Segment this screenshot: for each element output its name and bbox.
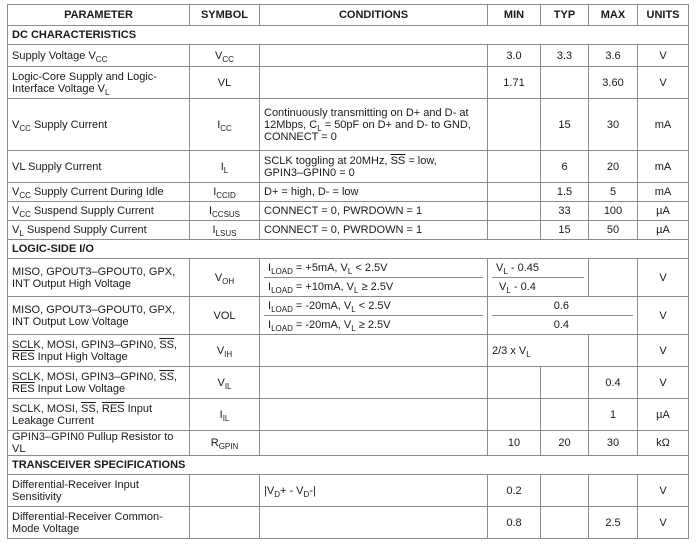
symbol-cell: VL xyxy=(190,67,260,99)
table-row xyxy=(8,202,689,221)
max-cell xyxy=(589,259,638,297)
min-cell xyxy=(488,183,541,202)
typ-cell: 20 xyxy=(541,431,589,456)
symbol-cell xyxy=(190,475,260,507)
min-cell xyxy=(488,399,541,431)
table-row xyxy=(8,99,689,151)
min-cell: 1.71 xyxy=(488,67,541,99)
max-cell: 0.4 xyxy=(589,367,638,399)
symbol-cell xyxy=(190,507,260,539)
condition-line: $I_{LOAD} = -20mA$, $V_L \ge 2.5V$ xyxy=(264,315,483,334)
symbol-cell: VOL xyxy=(190,297,260,335)
header-row xyxy=(8,5,689,26)
max-value: 0.4 xyxy=(492,315,633,334)
typ-cell: 1.5 xyxy=(541,183,589,202)
table-row xyxy=(8,45,689,67)
conditions-cell xyxy=(260,507,488,539)
spec-table-container xyxy=(7,4,689,539)
conditions-cell xyxy=(260,259,488,297)
min-value: $V_L - 0.4$ xyxy=(492,277,584,296)
units-cell: µA xyxy=(638,399,689,431)
conditions-cell xyxy=(260,335,488,367)
max-value: 0.6 xyxy=(553,300,569,312)
param-cell: Logic-Core Supply and Logic-Interface Voltage $V_L$ xyxy=(8,67,190,99)
symbol-cell: $V_{IH}$ xyxy=(190,335,260,367)
conditions-cell xyxy=(260,67,488,99)
units-cell: kΩ xyxy=(638,431,689,456)
conditions-cell: Continuously transmitting on D+ and D- at 12Mbps, $C_L = 50pF$ on D+ and D- to GND, CONNECT = 0 xyxy=(260,99,488,151)
max-cell: 20 xyxy=(589,151,638,183)
max-cell: 3.60 xyxy=(589,67,638,99)
symbol-cell: $I_{CC}$ xyxy=(190,99,260,151)
typ-cell: 33 xyxy=(541,202,589,221)
table-row xyxy=(8,507,689,539)
param-cell: VL Supply Current xyxy=(8,151,190,183)
section-row xyxy=(8,26,689,45)
param-cell: Differential-Receiver Input Sensitivity xyxy=(8,475,190,507)
header-min: MIN xyxy=(488,5,541,26)
condition-line: $I_{LOAD} = +5mA$, $V_L < 2.5V$ xyxy=(268,262,388,277)
section-row xyxy=(8,240,689,259)
param-cell: $V_{CC}$ Supply Current xyxy=(8,99,190,151)
section-row xyxy=(8,456,689,475)
conditions-cell: SCLK toggling at 20MHz, $\overline{SS}$ = low, GPIN3–GPIN0 = 0 xyxy=(260,151,488,183)
symbol-cell: $V_{IL}$ xyxy=(190,367,260,399)
units-cell: mA xyxy=(638,99,689,151)
symbol-cell: $I_{LSUS}$ xyxy=(190,221,260,240)
units-cell: V xyxy=(638,297,689,335)
header-symbol: SYMBOL xyxy=(190,5,260,26)
header-max: MAX xyxy=(589,5,638,26)
symbol-cell: $V_{OH}$ xyxy=(190,259,260,297)
typ-cell: 15 xyxy=(541,221,589,240)
param-cell: SCLK, MOSI, $\overline{SS}$, $\overline{RES}$ Input Leakage Current xyxy=(8,399,190,431)
table-row xyxy=(8,297,689,335)
table-row xyxy=(8,221,689,240)
max-cell xyxy=(589,335,638,367)
table-row xyxy=(8,399,689,431)
units-cell: mA xyxy=(638,183,689,202)
symbol-cell: $I_{IL}$ xyxy=(190,399,260,431)
condition-line: $I_{LOAD} = -20mA$, $V_L < 2.5V$ xyxy=(268,300,391,315)
min-cell: 10 xyxy=(488,431,541,456)
min-cell xyxy=(488,259,589,297)
header-parameter: PARAMETER xyxy=(8,5,190,26)
max-cell: 50 xyxy=(589,221,638,240)
max-cell: 3.6 xyxy=(589,45,638,67)
max-cell xyxy=(589,475,638,507)
conditions-cell: CONNECT = 0, PWRDOWN = 1 xyxy=(260,221,488,240)
typ-cell: 3.3 xyxy=(541,45,589,67)
param-cell: $V_L$ Suspend Supply Current xyxy=(8,221,190,240)
typ-cell xyxy=(541,399,589,431)
max-cell: 30 xyxy=(589,431,638,456)
units-cell: V xyxy=(638,475,689,507)
min-cell xyxy=(488,221,541,240)
param-cell: Differential-Receiver Common-Mode Voltage xyxy=(8,507,190,539)
section-dc-characteristics: DC CHARACTERISTICS xyxy=(8,26,689,45)
conditions-cell xyxy=(260,399,488,431)
header-typ: TYP xyxy=(541,5,589,26)
min-cell xyxy=(488,202,541,221)
table-row xyxy=(8,259,689,297)
typ-cell xyxy=(541,507,589,539)
typ-cell: 6 xyxy=(541,151,589,183)
min-cell: 2/3 x $V_L$ xyxy=(488,335,589,367)
symbol-cell: $I_{CCID}$ xyxy=(190,183,260,202)
max-cell xyxy=(488,297,638,335)
typ-cell xyxy=(541,475,589,507)
max-cell: 1 xyxy=(589,399,638,431)
conditions-cell xyxy=(260,297,488,335)
symbol-cell: $V_{CC}$ xyxy=(190,45,260,67)
param-cell: Supply Voltage $V_{CC}$ xyxy=(8,45,190,67)
units-cell: V xyxy=(638,507,689,539)
param-cell: SCLK, MOSI, GPIN3–GPIN0, $\overline{SS}$, $\overline{RES}$ Input Low Voltage xyxy=(8,367,190,399)
param-cell: $V_{CC}$ Supply Current During Idle xyxy=(8,183,190,202)
typ-cell: 15 xyxy=(541,99,589,151)
units-cell: V xyxy=(638,259,689,297)
min-cell xyxy=(488,367,541,399)
symbol-cell: $R_{GPIN}$ xyxy=(190,431,260,456)
symbol-cell: $I_L$ xyxy=(190,151,260,183)
param-cell: $V_{CC}$ Suspend Supply Current xyxy=(8,202,190,221)
conditions-cell xyxy=(260,45,488,67)
conditions-cell: D+ = high, D- = low xyxy=(260,183,488,202)
symbol-cell: $I_{CCSUS}$ xyxy=(190,202,260,221)
typ-cell xyxy=(541,67,589,99)
min-cell xyxy=(488,99,541,151)
table-row xyxy=(8,335,689,367)
conditions-cell: $|V_D+ - V_D-|$ xyxy=(260,475,488,507)
min-cell: 0.2 xyxy=(488,475,541,507)
units-cell: V xyxy=(638,367,689,399)
table-row xyxy=(8,367,689,399)
units-cell: V xyxy=(638,45,689,67)
param-cell: SCLK, MOSI, GPIN3–GPIN0, $\overline{SS}$, $\overline{RES}$ Input High Voltage xyxy=(8,335,190,367)
min-cell: 0.8 xyxy=(488,507,541,539)
max-cell: 30 xyxy=(589,99,638,151)
table-row xyxy=(8,151,689,183)
min-value: $V_L - 0.45$ xyxy=(496,262,539,277)
units-cell: µA xyxy=(638,202,689,221)
conditions-cell: CONNECT = 0, PWRDOWN = 1 xyxy=(260,202,488,221)
electrical-characteristics-table xyxy=(7,4,689,539)
table-row xyxy=(8,183,689,202)
min-cell: 3.0 xyxy=(488,45,541,67)
units-cell: V xyxy=(638,67,689,99)
units-cell: mA xyxy=(638,151,689,183)
header-conditions: CONDITIONS xyxy=(260,5,488,26)
typ-cell xyxy=(541,367,589,399)
param-cell: MISO, GPOUT3–GPOUT0, GPX, INT Output Low Voltage xyxy=(8,297,190,335)
conditions-cell xyxy=(260,431,488,456)
table-row xyxy=(8,475,689,507)
max-cell: 5 xyxy=(589,183,638,202)
max-cell: 2.5 xyxy=(589,507,638,539)
header-units: UNITS xyxy=(638,5,689,26)
section-transceiver-specifications: TRANSCEIVER SPECIFICATIONS xyxy=(8,456,689,475)
units-cell: V xyxy=(638,335,689,367)
max-cell: 100 xyxy=(589,202,638,221)
param-cell: GPIN3–GPIN0 Pullup Resistor to VL xyxy=(8,431,190,456)
table-row xyxy=(8,67,689,99)
conditions-cell xyxy=(260,367,488,399)
min-cell xyxy=(488,151,541,183)
units-cell: µA xyxy=(638,221,689,240)
section-logic-side-io: LOGIC-SIDE I/O xyxy=(8,240,689,259)
condition-line: $I_{LOAD} = +10mA$, $V_L \ge 2.5V$ xyxy=(264,277,483,296)
table-row xyxy=(8,431,689,456)
param-cell: MISO, GPOUT3–GPOUT0, GPX, INT Output High Voltage xyxy=(8,259,190,297)
